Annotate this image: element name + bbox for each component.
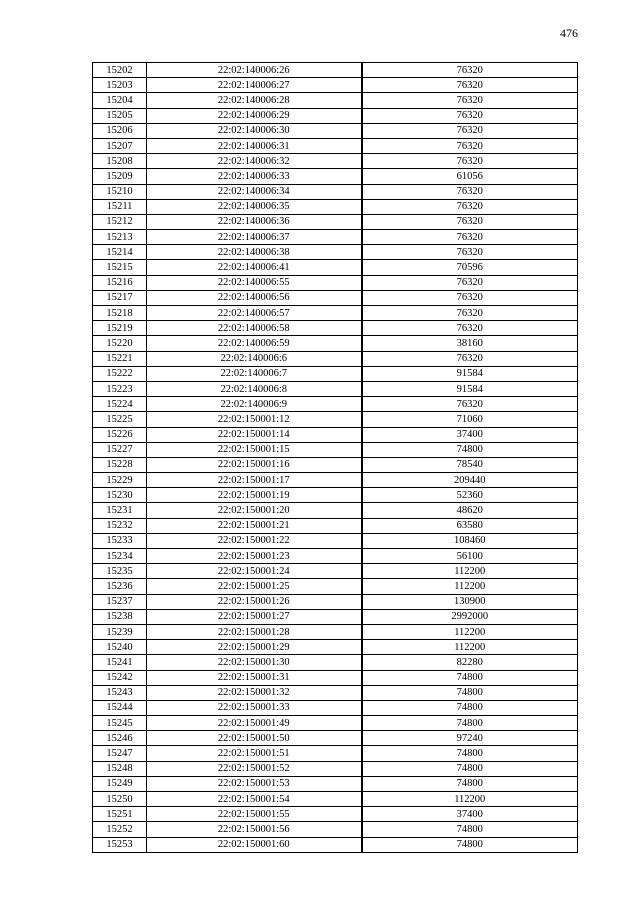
row-number-cell: 15249 (93, 776, 147, 791)
cadastral-number-cell: 22:02:150001:30 (147, 655, 362, 670)
value-cell: 74800 (362, 746, 578, 761)
table-row (93, 640, 578, 655)
row-number-cell: 15209 (93, 169, 147, 184)
table-row (93, 533, 578, 548)
cadastral-number-cell: 22:02:150001:51 (147, 746, 362, 761)
value-cell: 38160 (362, 336, 578, 351)
row-number-cell: 15250 (93, 792, 147, 807)
row-number-cell: 15238 (93, 609, 147, 624)
row-number-cell: 15245 (93, 716, 147, 731)
table-row (93, 184, 578, 199)
row-number-cell: 15206 (93, 123, 147, 138)
table-row (93, 792, 578, 807)
cadastral-number-cell: 22:02:140006:56 (147, 290, 362, 305)
table-row (93, 594, 578, 609)
value-cell: 76320 (362, 63, 578, 78)
table-row (93, 488, 578, 503)
value-cell: 76320 (362, 321, 578, 336)
table-row (93, 624, 578, 639)
table-row (93, 199, 578, 214)
row-number-cell: 15239 (93, 624, 147, 639)
value-cell: 2992000 (362, 609, 578, 624)
cadastral-number-cell: 22:02:140006:32 (147, 154, 362, 169)
value-cell: 37400 (362, 807, 578, 822)
cadastral-number-cell: 22:02:150001:14 (147, 427, 362, 442)
value-cell: 70596 (362, 260, 578, 275)
value-cell: 112200 (362, 792, 578, 807)
table-row (93, 78, 578, 93)
cadastral-number-cell: 22:02:140006:57 (147, 306, 362, 321)
value-cell: 130900 (362, 594, 578, 609)
value-cell: 76320 (362, 93, 578, 108)
cadastral-number-cell: 22:02:140006:31 (147, 138, 362, 153)
value-cell: 48620 (362, 503, 578, 518)
table-row (93, 214, 578, 229)
table-row (93, 290, 578, 305)
cadastral-number-cell: 22:02:140006:6 (147, 351, 362, 366)
cadastral-number-cell: 22:02:140006:41 (147, 260, 362, 275)
row-number-cell: 15216 (93, 275, 147, 290)
row-number-cell: 15253 (93, 837, 147, 852)
table-row (93, 412, 578, 427)
row-number-cell: 15234 (93, 549, 147, 564)
value-cell: 74800 (362, 837, 578, 852)
cadastral-number-cell: 22:02:140006:26 (147, 63, 362, 78)
row-number-cell: 15202 (93, 63, 147, 78)
cadastral-number-cell: 22:02:150001:21 (147, 518, 362, 533)
cadastral-number-cell: 22:02:150001:33 (147, 700, 362, 715)
cadastral-number-cell: 22:02:140006:8 (147, 381, 362, 396)
cadastral-number-cell: 22:02:140006:38 (147, 245, 362, 260)
cadastral-number-cell: 22:02:140006:28 (147, 93, 362, 108)
page-number: 476 (560, 26, 578, 40)
cadastral-number-cell: 22:02:140006:55 (147, 275, 362, 290)
row-number-cell: 15251 (93, 807, 147, 822)
value-cell: 76320 (362, 306, 578, 321)
table-row (93, 746, 578, 761)
value-cell: 78540 (362, 457, 578, 472)
row-number-cell: 15247 (93, 746, 147, 761)
cadastral-number-cell: 22:02:140006:58 (147, 321, 362, 336)
cadastral-number-cell: 22:02:140006:59 (147, 336, 362, 351)
row-number-cell: 15227 (93, 442, 147, 457)
table-row (93, 822, 578, 837)
table-row (93, 306, 578, 321)
cadastral-number-cell: 22:02:150001:28 (147, 624, 362, 639)
cadastral-number-cell: 22:02:150001:12 (147, 412, 362, 427)
value-cell: 112200 (362, 624, 578, 639)
cadastral-number-cell: 22:02:150001:20 (147, 503, 362, 518)
table-row (93, 457, 578, 472)
cadastral-number-cell: 22:02:150001:24 (147, 564, 362, 579)
value-cell: 97240 (362, 731, 578, 746)
table-row (93, 169, 578, 184)
value-cell: 76320 (362, 138, 578, 153)
value-cell: 74800 (362, 761, 578, 776)
row-number-cell: 15237 (93, 594, 147, 609)
cadastral-number-cell: 22:02:150001:53 (147, 776, 362, 791)
cadastral-value-table (92, 62, 578, 853)
cadastral-number-cell: 22:02:150001:16 (147, 457, 362, 472)
row-number-cell: 15204 (93, 93, 147, 108)
value-cell: 82280 (362, 655, 578, 670)
row-number-cell: 15235 (93, 564, 147, 579)
value-cell: 76320 (362, 78, 578, 93)
table-row (93, 260, 578, 275)
value-cell: 91584 (362, 366, 578, 381)
value-cell: 76320 (362, 397, 578, 412)
table-row (93, 776, 578, 791)
row-number-cell: 15219 (93, 321, 147, 336)
value-cell: 108460 (362, 533, 578, 548)
table-row (93, 503, 578, 518)
table-row (93, 230, 578, 245)
row-number-cell: 15236 (93, 579, 147, 594)
table-row (93, 336, 578, 351)
cadastral-number-cell: 22:02:150001:31 (147, 670, 362, 685)
cadastral-number-cell: 22:02:140006:35 (147, 199, 362, 214)
row-number-cell: 15224 (93, 397, 147, 412)
value-cell: 74800 (362, 685, 578, 700)
row-number-cell: 15243 (93, 685, 147, 700)
table-row (93, 93, 578, 108)
row-number-cell: 15246 (93, 731, 147, 746)
table-row (93, 473, 578, 488)
value-cell: 74800 (362, 776, 578, 791)
value-cell: 76320 (362, 290, 578, 305)
table-row (93, 321, 578, 336)
cadastral-number-cell: 22:02:140006:7 (147, 366, 362, 381)
cadastral-number-cell: 22:02:150001:56 (147, 822, 362, 837)
cadastral-number-cell: 22:02:150001:54 (147, 792, 362, 807)
value-cell: 71060 (362, 412, 578, 427)
table-row (93, 731, 578, 746)
row-number-cell: 15248 (93, 761, 147, 776)
value-cell: 61056 (362, 169, 578, 184)
row-number-cell: 15214 (93, 245, 147, 260)
value-cell: 76320 (362, 275, 578, 290)
cadastral-number-cell: 22:02:150001:25 (147, 579, 362, 594)
value-cell: 74800 (362, 822, 578, 837)
cadastral-number-cell: 22:02:150001:17 (147, 473, 362, 488)
value-cell: 74800 (362, 700, 578, 715)
value-cell: 76320 (362, 123, 578, 138)
table-row (93, 351, 578, 366)
row-number-cell: 15230 (93, 488, 147, 503)
table-row (93, 549, 578, 564)
table-row (93, 807, 578, 822)
table-row (93, 609, 578, 624)
row-number-cell: 15226 (93, 427, 147, 442)
value-cell: 76320 (362, 199, 578, 214)
cadastral-number-cell: 22:02:140006:34 (147, 184, 362, 199)
table-row (93, 518, 578, 533)
value-cell: 91584 (362, 381, 578, 396)
row-number-cell: 15208 (93, 154, 147, 169)
cadastral-number-cell: 22:02:150001:49 (147, 716, 362, 731)
row-number-cell: 15203 (93, 78, 147, 93)
table-row (93, 442, 578, 457)
row-number-cell: 15242 (93, 670, 147, 685)
table-row (93, 123, 578, 138)
row-number-cell: 15207 (93, 138, 147, 153)
cadastral-number-cell: 22:02:150001:15 (147, 442, 362, 457)
row-number-cell: 15232 (93, 518, 147, 533)
value-cell: 74800 (362, 670, 578, 685)
row-number-cell: 15217 (93, 290, 147, 305)
cadastral-number-cell: 22:02:150001:50 (147, 731, 362, 746)
value-cell: 112200 (362, 564, 578, 579)
value-cell: 76320 (362, 230, 578, 245)
cadastral-number-cell: 22:02:150001:55 (147, 807, 362, 822)
cadastral-number-cell: 22:02:140006:37 (147, 230, 362, 245)
row-number-cell: 15213 (93, 230, 147, 245)
value-cell: 52360 (362, 488, 578, 503)
row-number-cell: 15215 (93, 260, 147, 275)
table-row (93, 63, 578, 78)
row-number-cell: 15212 (93, 214, 147, 229)
value-cell: 209440 (362, 473, 578, 488)
row-number-cell: 15231 (93, 503, 147, 518)
row-number-cell: 15252 (93, 822, 147, 837)
row-number-cell: 15240 (93, 640, 147, 655)
row-number-cell: 15221 (93, 351, 147, 366)
value-cell: 63580 (362, 518, 578, 533)
value-cell: 56100 (362, 549, 578, 564)
cadastral-number-cell: 22:02:140006:9 (147, 397, 362, 412)
cadastral-number-cell: 22:02:140006:36 (147, 214, 362, 229)
table-row (93, 761, 578, 776)
value-cell: 112200 (362, 579, 578, 594)
table-row (93, 837, 578, 852)
value-cell: 76320 (362, 245, 578, 260)
cadastral-number-cell: 22:02:140006:29 (147, 108, 362, 123)
row-number-cell: 15244 (93, 700, 147, 715)
table-row (93, 275, 578, 290)
table-row (93, 655, 578, 670)
cadastral-number-cell: 22:02:150001:52 (147, 761, 362, 776)
value-cell: 37400 (362, 427, 578, 442)
value-cell: 76320 (362, 184, 578, 199)
table-row (93, 427, 578, 442)
value-cell: 76320 (362, 154, 578, 169)
cadastral-number-cell: 22:02:140006:27 (147, 78, 362, 93)
row-number-cell: 15225 (93, 412, 147, 427)
table-row (93, 685, 578, 700)
cadastral-number-cell: 22:02:150001:27 (147, 609, 362, 624)
row-number-cell: 15223 (93, 381, 147, 396)
cadastral-number-cell: 22:02:140006:33 (147, 169, 362, 184)
row-number-cell: 15210 (93, 184, 147, 199)
row-number-cell: 15228 (93, 457, 147, 472)
value-cell: 76320 (362, 351, 578, 366)
table-row (93, 138, 578, 153)
row-number-cell: 15241 (93, 655, 147, 670)
cadastral-number-cell: 22:02:150001:19 (147, 488, 362, 503)
cadastral-number-cell: 22:02:150001:32 (147, 685, 362, 700)
table-row (93, 366, 578, 381)
table-row (93, 579, 578, 594)
cadastral-number-cell: 22:02:150001:60 (147, 837, 362, 852)
cadastral-number-cell: 22:02:150001:22 (147, 533, 362, 548)
row-number-cell: 15229 (93, 473, 147, 488)
value-cell: 74800 (362, 442, 578, 457)
value-cell: 112200 (362, 640, 578, 655)
table-row (93, 381, 578, 396)
row-number-cell: 15211 (93, 199, 147, 214)
row-number-cell: 15218 (93, 306, 147, 321)
row-number-cell: 15222 (93, 366, 147, 381)
row-number-cell: 15205 (93, 108, 147, 123)
cadastral-number-cell: 22:02:150001:26 (147, 594, 362, 609)
value-cell: 76320 (362, 108, 578, 123)
table-row (93, 108, 578, 123)
table-row (93, 670, 578, 685)
cadastral-number-cell: 22:02:150001:23 (147, 549, 362, 564)
row-number-cell: 15233 (93, 533, 147, 548)
table-row (93, 154, 578, 169)
table-row (93, 397, 578, 412)
table-row (93, 716, 578, 731)
table-row (93, 564, 578, 579)
value-cell: 76320 (362, 214, 578, 229)
cadastral-number-cell: 22:02:150001:29 (147, 640, 362, 655)
table-body (93, 63, 578, 853)
table-row (93, 245, 578, 260)
cadastral-number-cell: 22:02:140006:30 (147, 123, 362, 138)
value-cell: 74800 (362, 716, 578, 731)
table-row (93, 700, 578, 715)
row-number-cell: 15220 (93, 336, 147, 351)
